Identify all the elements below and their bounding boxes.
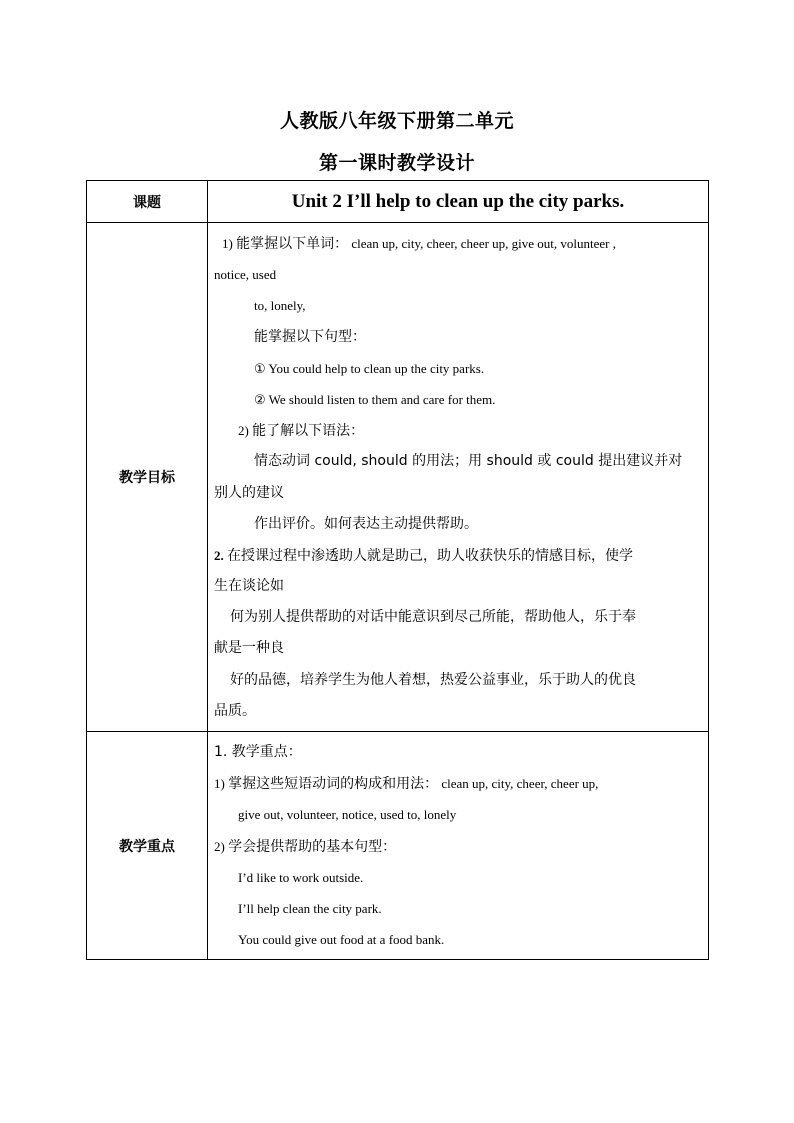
objectives-content-cell <box>208 223 709 732</box>
topic-value: Unit 2 I’ll help to clean up the city parks. <box>208 181 709 223</box>
objective-line: ② We should listen to them and care for them. <box>254 391 496 407</box>
objective-line: 好的品德，培养学生为他人着想，热爱公益事业，乐于助人的优良 <box>230 671 636 688</box>
objective-line: 献是一种良 <box>214 640 284 657</box>
document-subtitle: 第一课时教学设计 <box>318 152 475 174</box>
keypoint-line: 1) 掌握这些短语动词的构成和用法： clean up, city, cheer, cheer up, <box>214 776 599 793</box>
keypoints-content <box>208 732 708 959</box>
objective-line: 作出评价。如何表达主动提供帮助。 <box>254 515 478 532</box>
keypoint-line: 1. 教学重点： <box>214 744 302 760</box>
objectives-label-cell <box>87 223 208 732</box>
keypoints-label-cell <box>87 732 208 960</box>
keypoints-content-cell <box>208 732 709 960</box>
objective-line: 1) 能掌握以下单词： clean up, city, cheer, cheer up, give out, volunteer , <box>222 236 617 252</box>
objective-line: 生在谈论如 <box>214 578 284 595</box>
objectives-content <box>208 223 708 731</box>
objectives-label: 教学目标 <box>119 470 175 486</box>
lesson-plan-table <box>86 180 709 960</box>
topic-label-cell <box>87 181 208 223</box>
table-row-keypoints <box>87 732 709 960</box>
keypoints-label: 教学重点 <box>119 838 175 855</box>
keypoint-line: 2) 学会提供帮助的基本句型： <box>214 838 397 855</box>
table-row-objectives <box>87 223 709 732</box>
keypoint-line: I’ll help clean the city park. <box>238 900 382 916</box>
objective-line: notice, used <box>214 267 277 283</box>
keypoint-line: I’d like to work outside. <box>238 869 364 885</box>
objective-line: 别人的建议 <box>214 484 284 501</box>
objective-line: 何为别人提供帮助的对话中能意识到尽己所能，帮助他人，乐于奉 <box>230 609 636 626</box>
objective-line: ① You could help to clean up the city parks. <box>254 360 485 376</box>
topic-label: 课题 <box>133 194 161 211</box>
objective-line: 情态动词 could, should 的用法；用 should 或 could 提出建议并对 <box>254 453 683 470</box>
keypoint-line: You could give out food at a food bank. <box>238 932 445 948</box>
objective-line: 2) 能了解以下语法： <box>238 423 365 440</box>
objective-line: to, lonely, <box>254 298 306 314</box>
objective-line: 能掌握以下句型： <box>254 328 366 345</box>
objective-line: 品质。 <box>214 702 256 719</box>
objective-line: 2. 在授课过程中渗透助人就是助己，助人收获快乐的情感目标，使学 <box>214 547 633 564</box>
keypoint-line: give out, volunteer, notice, used to, lonely <box>238 807 457 823</box>
document-title: 人教版八年级下册第二单元 <box>279 110 514 132</box>
table-row-topic <box>87 181 709 223</box>
